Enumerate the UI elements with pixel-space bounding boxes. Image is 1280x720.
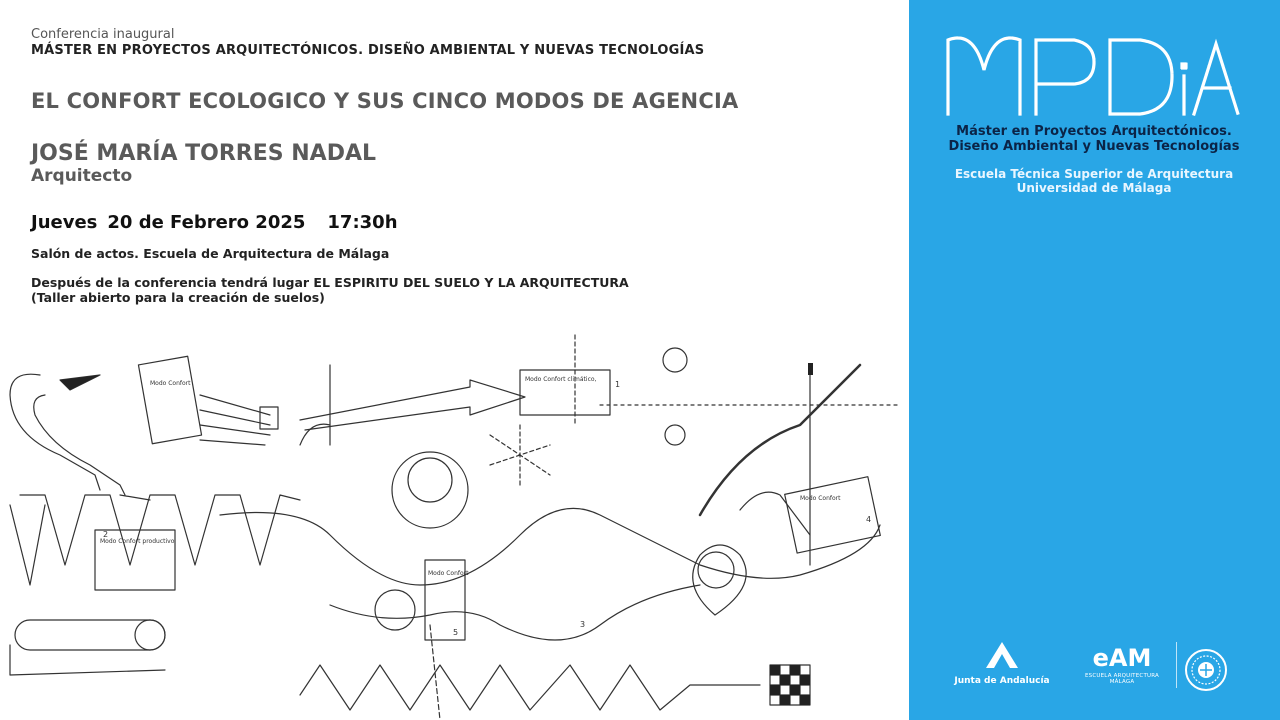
sidebar-subtitle-line-1: Máster en Proyectos Arquitectónicos.: [956, 124, 1232, 139]
logo-divider: [1176, 642, 1177, 688]
event-date: 20 de Febrero 2025: [107, 212, 306, 233]
sketch-note-1: Modo Confort climático,: [525, 376, 597, 383]
event-after-note: [31, 275, 629, 305]
junta-logo: [952, 640, 1052, 686]
mpdia-logo: [944, 30, 1244, 120]
sketch-num-1: 1: [615, 380, 621, 389]
sidebar-subtitle: [944, 124, 1244, 154]
after-line-1: Después de la conferencia tendrá lugar EL ESPIRITU DEL SUELO Y LA ARQUITECTURA: [31, 275, 629, 290]
hand-drawn-diagram: [0, 325, 909, 720]
event-place: Salón de actos. Escuela de Arquitectura de Málaga: [31, 246, 390, 261]
mpdia-logo-text: MPDiA: [944, 30, 948, 31]
sketch-note-2: Modo Confort productivo: [100, 538, 175, 545]
sidebar-school: [944, 167, 1244, 195]
conference-title: EL CONFORT ECOLOGICO Y SUS CINCO MODOS DE AGENCIA: [31, 89, 739, 113]
sidebar-school-line-2: Universidad de Málaga: [1016, 181, 1172, 195]
sidebar-subtitle-line-2: Diseño Ambiental y Nuevas Tecnologías: [948, 139, 1240, 154]
eam-label: ESCUELA ARQUITECTURA MÁLAGA: [1085, 673, 1159, 685]
sketch-num-5: 5: [453, 628, 459, 637]
event-day: Jueves: [31, 212, 98, 233]
sidebar-school-line-1: Escuela Técnica Superior de Arquitectura: [954, 167, 1234, 181]
sketch-num-2: 2: [103, 530, 109, 539]
event-datetime: [31, 212, 408, 233]
sketch-note-4: Modo Confort: [150, 380, 191, 387]
junta-label: Junta de Andalucía: [954, 676, 1050, 686]
speaker-role: Arquitecto: [31, 166, 133, 186]
sketch-note-5: Modo Confort: [428, 570, 469, 577]
sketch-num-3: 3: [580, 620, 586, 629]
event-time: 17:30h: [327, 212, 398, 233]
eam-logo-text: eAM: [1092, 644, 1152, 672]
university-seal-icon: [1184, 648, 1228, 692]
after-line-2: (Taller abierto para la creación de suelos): [31, 290, 325, 305]
junta-icon: [984, 640, 1020, 670]
kicker-text: Conferencia inaugural: [31, 27, 175, 42]
speaker-name: JOSÉ MARÍA TORRES NADAL: [31, 141, 377, 166]
eam-logo: [1072, 645, 1172, 685]
sketch-note-3: Modo Confort: [800, 495, 841, 502]
master-title: MÁSTER EN PROYECTOS ARQUITECTÓNICOS. DISEÑO AMBIENTAL Y NUEVAS TECNOLOGÍAS: [31, 43, 705, 58]
sketch-num-4: 4: [866, 515, 872, 524]
